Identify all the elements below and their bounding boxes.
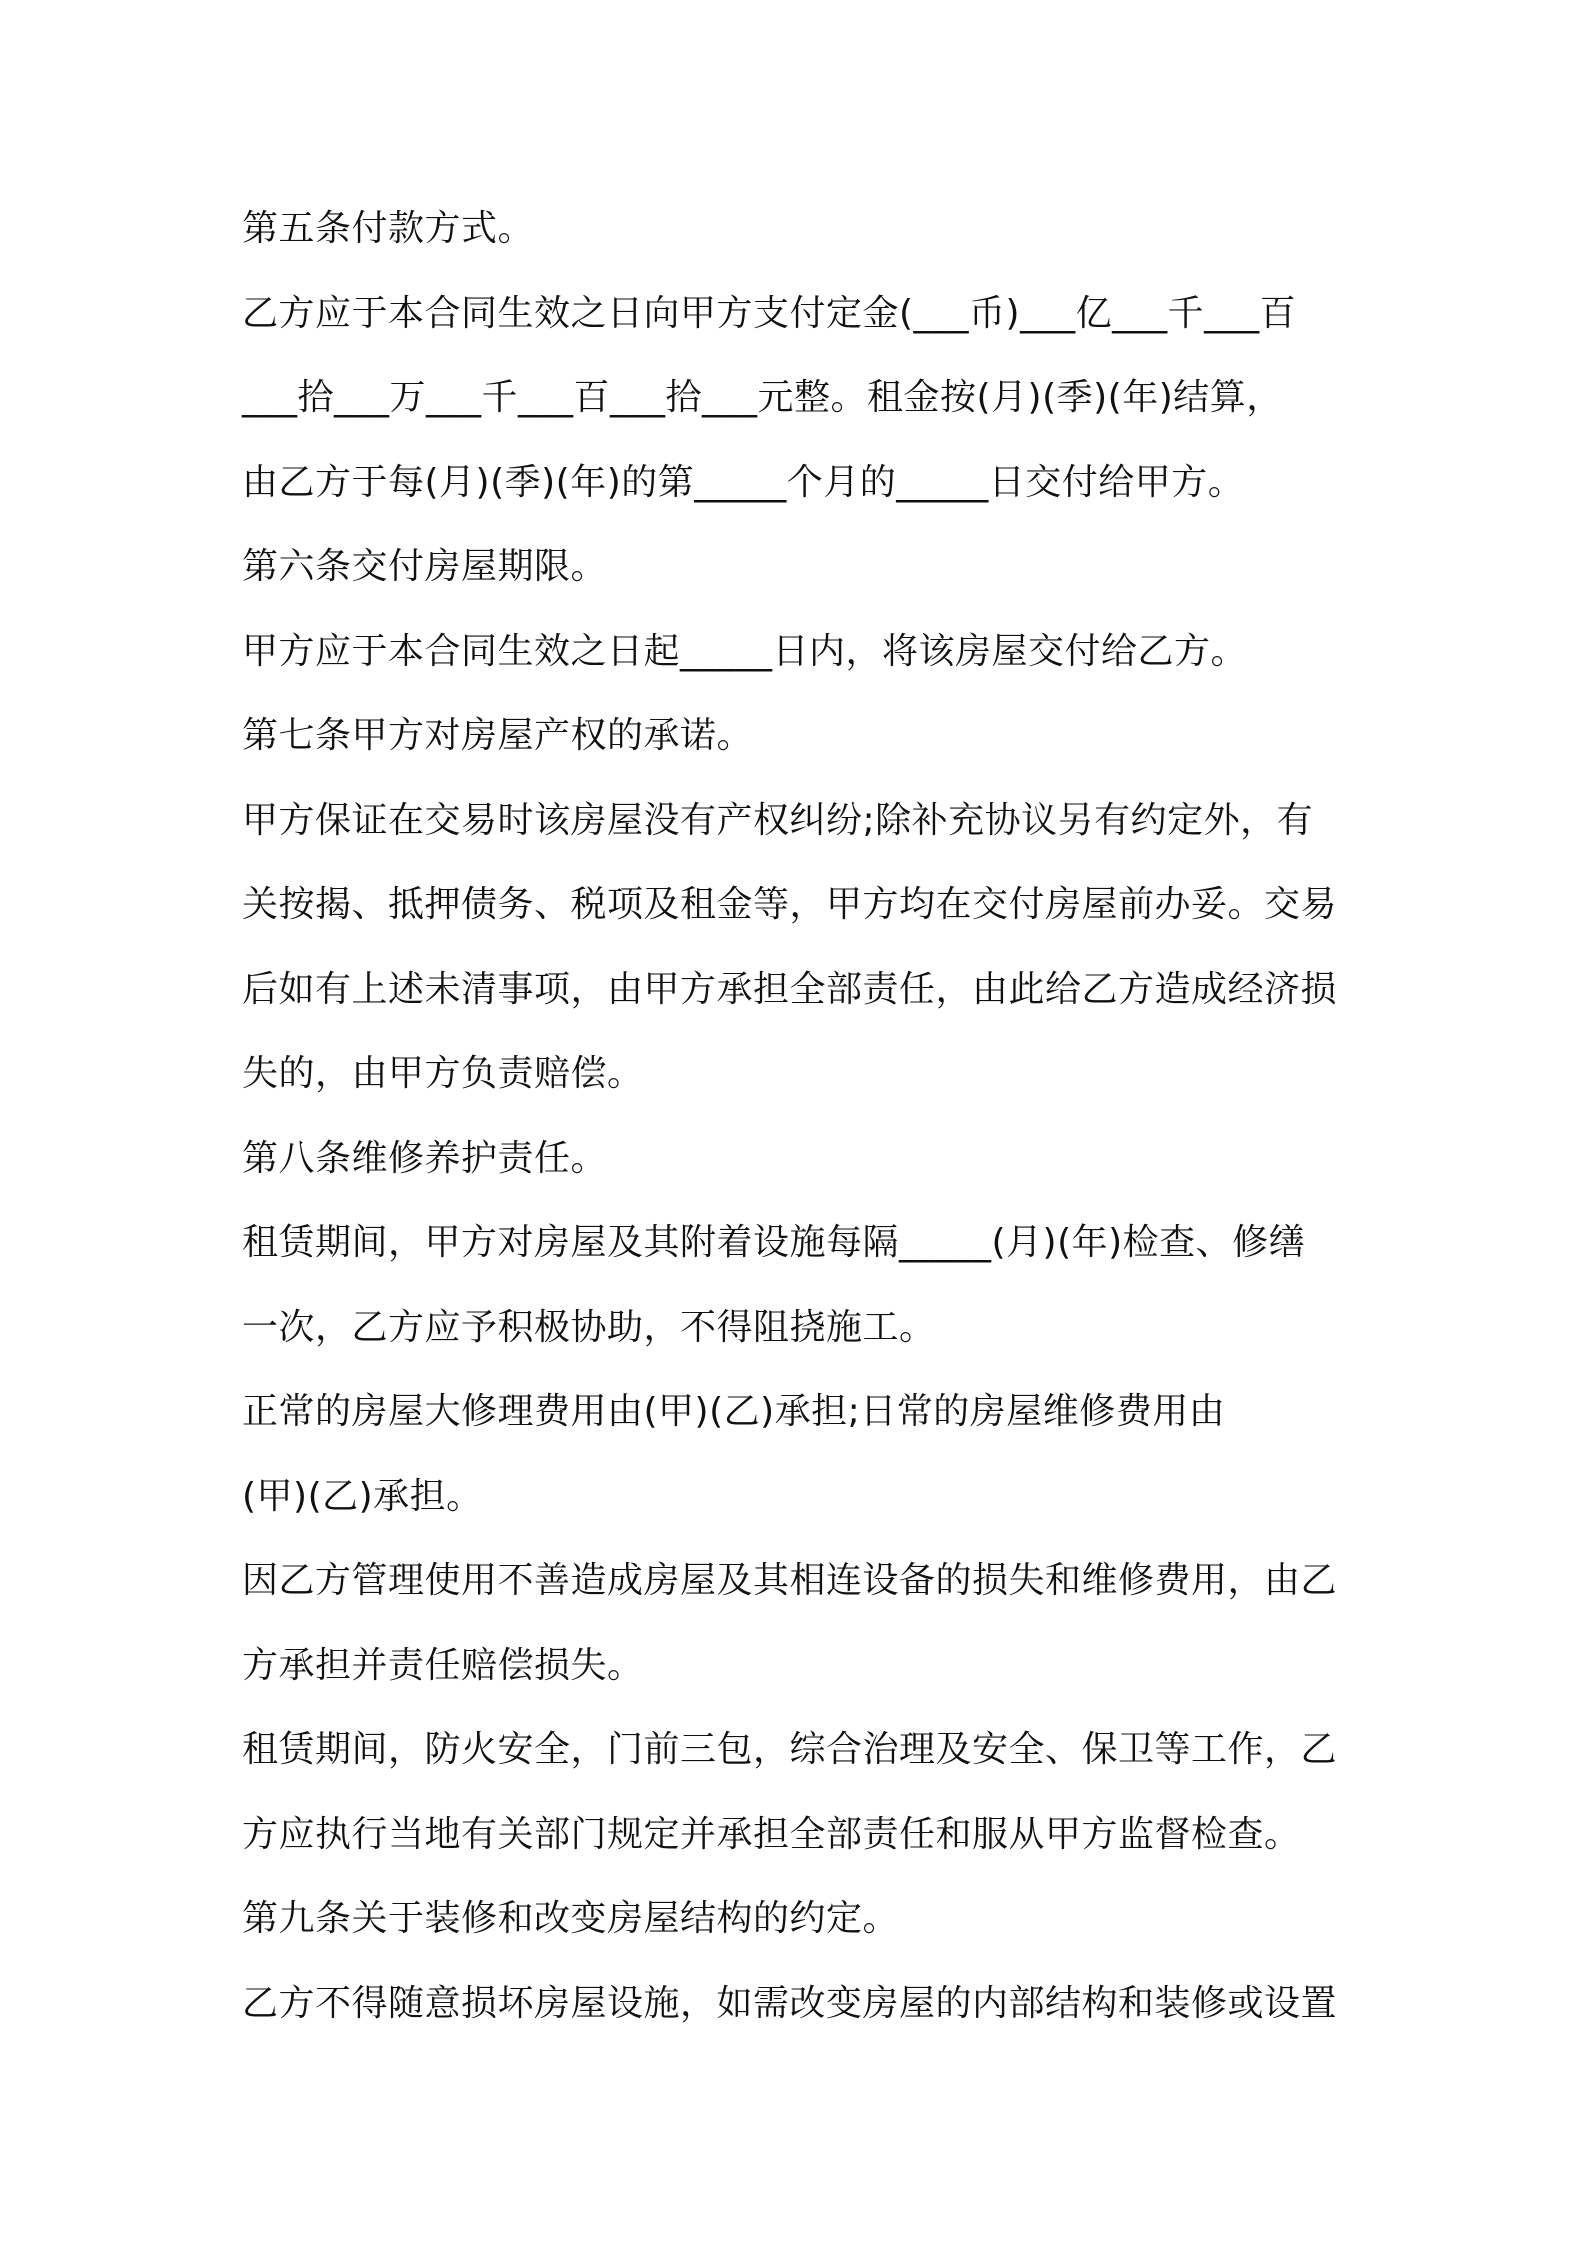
text-line: 方承担并责任赔偿损失。 [242, 1644, 644, 1686]
text-line: 一次，乙方应予积极协助，不得阻挠施工。 [242, 1306, 936, 1348]
text-line: 关按揭、抵押债务、税项及租金等，甲方均在交付房屋前办妥。交易 [242, 884, 1338, 925]
text-line: 后如有上述未清事项，由甲方承担全部责任，由此给乙方造成经济损 [242, 968, 1338, 1010]
article-9-heading: 第九条关于装修和改变房屋结构的约定。 [242, 1898, 900, 1939]
text-line: 方应执行当地有关部门规定并承担全部责任和服从甲方监督检查。 [242, 1813, 1301, 1855]
text-line: 正常的房屋大修理费用由(甲)(乙)承担;日常的房屋维修费用由 [242, 1391, 1226, 1432]
article-6-heading: 第六条交付房屋期限。 [242, 546, 608, 587]
text-line: 甲方应于本合同生效之日起_____日内，将该房屋交付给乙方。 [242, 630, 1248, 672]
text-line: 因乙方管理使用不善造成房屋及其相连设备的损失和维修费用，由乙 [242, 1560, 1338, 1601]
text-line: 乙方不得随意损坏房屋设施，如需改变房屋的内部结构和装修或设置 [242, 1982, 1338, 2024]
text-line: 失的，由甲方负责赔偿。 [242, 1053, 644, 1094]
article-7-heading: 第七条甲方对房屋产权的承诺。 [242, 715, 754, 756]
article-8-heading: 第八条维修养护责任。 [242, 1137, 608, 1179]
text-line: (甲)(乙)承担。 [242, 1475, 483, 1517]
text-line: 由乙方于每(月)(季)(年)的第_____个月的_____日交付给甲方。 [242, 461, 1245, 503]
text-line: 乙方应于本合同生效之日向甲方支付定金(___币)___亿___千___百 [242, 292, 1297, 334]
text-line: 租赁期间，甲方对房屋及其附着设施每隔_____(月)(年)检查、修缮 [242, 1222, 1306, 1263]
text-line: 甲方保证在交易时该房屋没有产权纠纷;除补充协议另有约定外，有 [242, 799, 1314, 841]
document-body [242, 196, 1362, 2055]
text-line: ___拾___万___千___百___拾___元整。租金按(月)(季)(年)结算， [242, 377, 1283, 418]
text-line: 租赁期间，防火安全，门前三包，综合治理及安全、保卫等工作，乙 [242, 1729, 1338, 1770]
article-5-heading: 第五条付款方式。 [242, 208, 535, 249]
